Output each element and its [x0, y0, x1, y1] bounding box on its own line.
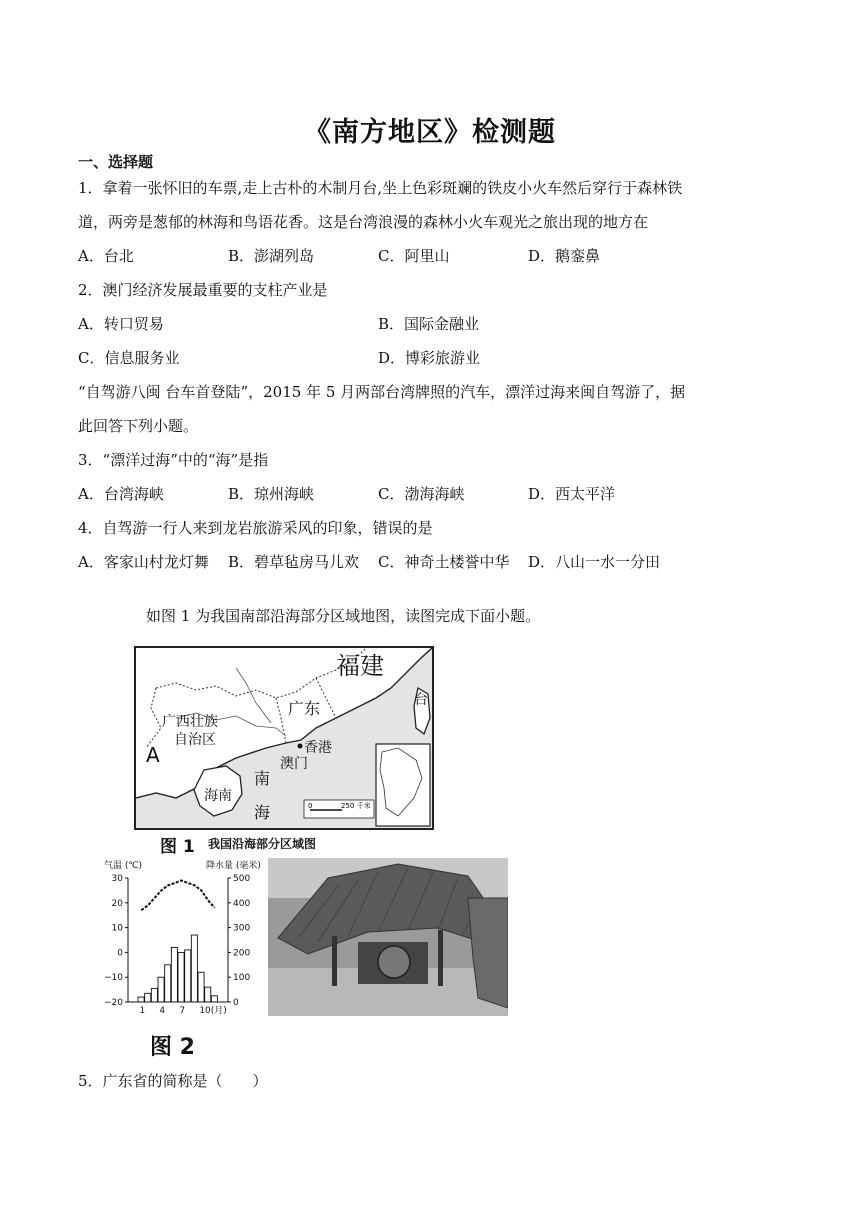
left-tick-label: 0	[117, 948, 123, 959]
q3-stem: 3．“漂洋过海”中的“海”是指	[78, 451, 269, 469]
passage-line2: 此回答下列小题。	[78, 417, 199, 435]
q4-option-b[interactable]: B．碧草毡房马儿欢	[228, 553, 360, 571]
inset-map	[376, 744, 430, 826]
label-macau: 澳门	[280, 756, 308, 772]
label-guangdong: 广东	[288, 699, 321, 718]
q1-option-d[interactable]: D．鹅銮鼻	[528, 247, 601, 265]
figure-intro: 如图 1 为我国南部沿海部分区域地图，读图完成下面小题。	[146, 607, 541, 625]
q1-stem-line2: 道，两旁是葱郁的林海和鸟语花香。这是台湾浪漫的森林小火车观光之旅出现的地方在	[78, 213, 649, 231]
scale-label: 250 千米	[341, 802, 371, 810]
passage-line1: “自驾游八闽 台车首登陆”，2015 年 5 月两部台湾牌照的汽车，漂洋过海来闽自驾游了，据	[78, 383, 686, 401]
hut-post-left	[332, 936, 337, 986]
hut-illustration	[268, 858, 508, 1016]
right-tick-label: 100	[233, 973, 251, 984]
left-tick-label: 20	[111, 898, 123, 909]
q4-option-d[interactable]: D．八山一水一分田	[528, 553, 661, 571]
climate-chart	[100, 856, 268, 1020]
label-guangxi-1: 广西壮族	[162, 714, 218, 730]
q1-option-b[interactable]: B．澎湖列岛	[228, 247, 315, 265]
precip-bar	[198, 972, 204, 1002]
q2-option-a[interactable]: A．转口贸易	[78, 315, 164, 333]
temperature-series	[141, 881, 214, 911]
right-tick-label: 200	[233, 948, 251, 959]
label-taiwan: 台	[414, 692, 428, 708]
climate-chart-svg	[100, 856, 268, 1020]
map-figure-1	[134, 646, 434, 830]
hongkong-marker	[298, 744, 303, 749]
precip-bar	[158, 977, 164, 1002]
q3-option-c[interactable]: C．渤海海峡	[378, 485, 465, 503]
precip-bar	[165, 965, 171, 1002]
temp-axis-label: 气温 (℃)	[104, 861, 142, 871]
label-hongkong: 香港	[304, 740, 332, 756]
q3-option-a[interactable]: A．台湾海峡	[78, 485, 164, 503]
precip-bar	[191, 935, 197, 1002]
x-tick-label: 10(月)	[199, 1006, 227, 1016]
x-tick-label: 1	[139, 1006, 146, 1016]
precip-bar	[171, 947, 177, 1002]
label-a: A	[146, 743, 160, 767]
hut-post-right	[438, 930, 443, 986]
label-nanhai-1: 南	[254, 769, 271, 788]
label-hainan: 海南	[204, 788, 232, 804]
precip-bar	[145, 993, 151, 1002]
q3-option-b[interactable]: B．琼州海峡	[228, 485, 315, 503]
precipitation-bars	[138, 935, 217, 1002]
right-axis-ticks	[228, 874, 250, 1008]
precip-bar	[151, 988, 157, 1002]
temperature-line	[141, 881, 214, 911]
q1-option-a[interactable]: A．台北	[78, 247, 134, 265]
section-heading: 一、选择题	[78, 153, 154, 171]
q1-stem-line1: 1．拿着一张怀旧的车票,走上古朴的木制月台,坐上色彩斑斓的铁皮小火车然后穿行于森林铁	[78, 179, 683, 197]
page-title: 《南方地区》检测题	[304, 117, 556, 148]
q4-option-c[interactable]: C．神奇土楼誉中华	[378, 553, 510, 571]
label-guangxi-2: 自治区	[174, 732, 216, 748]
label-nanhai-2: 海	[254, 803, 271, 822]
q5-stem: 5．广东省的简称是（ ）	[78, 1072, 268, 1090]
scale-zero: 0	[308, 802, 313, 810]
left-tick-label: −20	[104, 998, 123, 1008]
label-fujian: 福建	[336, 652, 384, 680]
precip-bar	[138, 997, 144, 1002]
thatched-hut-photo	[268, 858, 508, 1016]
q2-option-c[interactable]: C．信息服务业	[78, 349, 180, 367]
figure-1-caption: 我国沿海部分区域图	[208, 837, 317, 851]
left-tick-label: 10	[111, 923, 123, 934]
right-tick-label: 400	[233, 898, 251, 909]
q4-stem: 4．自驾游一行人来到龙岩旅游采风的印象，错误的是	[78, 519, 433, 537]
precip-bar	[211, 996, 217, 1002]
hut-wheel	[378, 946, 410, 978]
q3-option-d[interactable]: D．西太平洋	[528, 485, 616, 503]
figure-1-number: 图 1	[160, 837, 195, 857]
precip-axis-label: 降水量 (毫米)	[206, 861, 261, 871]
left-tick-label: 30	[111, 874, 123, 884]
right-tick-label: 500	[233, 874, 251, 884]
q2-option-b[interactable]: B．国际金融业	[378, 315, 480, 333]
right-tick-label: 0	[233, 998, 239, 1008]
precip-bar	[205, 987, 211, 1002]
map-drawing	[136, 648, 432, 828]
x-axis-ticks	[139, 1005, 226, 1016]
x-tick-label: 7	[179, 1006, 186, 1016]
q1-option-c[interactable]: C．阿里山	[378, 247, 450, 265]
left-axis-ticks	[104, 874, 128, 1008]
precip-bar	[185, 950, 191, 1002]
q2-stem: 2．澳门经济发展最重要的支柱产业是	[78, 281, 328, 299]
right-tick-label: 300	[233, 923, 251, 934]
q2-option-d[interactable]: D．博彩旅游业	[378, 349, 481, 367]
left-tick-label: −10	[104, 973, 123, 984]
q4-option-a[interactable]: A．客家山村龙灯舞	[78, 553, 209, 571]
precip-bar	[178, 952, 184, 1002]
figure-2-number: 图 2	[150, 1035, 195, 1060]
x-tick-label: 4	[159, 1006, 166, 1016]
